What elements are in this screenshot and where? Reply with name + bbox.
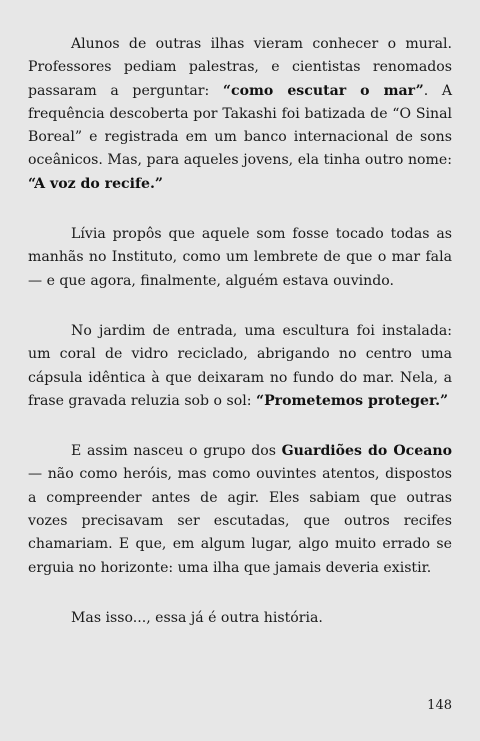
paragraph-4 (28, 440, 452, 580)
paragraph-4-text-1: E assim nasceu o grupo dos (71, 443, 282, 460)
paragraph-2 (28, 223, 452, 293)
paragraph-4-text-2: — não como heróis, mas como ouvintes atentos, dispostos a compreender antes de agir. Eles sabiam que outras vozes precisavam ser escutadas, que outros recifes chamariam. E que, em algum lugar, algo muito errado se erguia no horizonte: uma ilha que jamais deveria existir. (28, 466, 452, 576)
paragraph-3-bold-1: “Prometemos proteger.” (255, 392, 449, 409)
paragraph-1-text-1: Alunos de outras ilhas vieram conhecer o mural. Professores pediam palestras, e cientistas renomados passaram a perguntar: (28, 36, 452, 99)
paragraph-1-text-2: . A frequência descoberta por Takashi foi batizada de “O Sinal Boreal” e registrada em um banco internacional de sons oceânicos. Mas, para aqueles jovens, ela tinha outro nome: (28, 82, 452, 169)
paragraph-1-bold-1: “como escutar o mar” (222, 82, 424, 99)
paragraph-4-bold-1: Guardiões do Oceano (281, 443, 453, 460)
paragraph-3-text-1: No jardim de entrada, uma escultura foi instalada: um coral de vidro reciclado, abrigando no centro uma cápsula idêntica à que deixaram no fundo do mar. Nela, a frase gravada reluzia sob o sol: (28, 322, 452, 409)
paragraph-1-bold-2: “A voz do recife.” (28, 175, 164, 192)
paragraph-1 (28, 33, 452, 196)
paragraph-5 (28, 607, 452, 630)
page-number: 148 (427, 698, 452, 713)
paragraph-3 (28, 320, 452, 413)
paragraph-5-text-1: Mas isso..., essa já é outra história. (71, 609, 323, 626)
paragraph-2-text-1: Lívia propôs que aquele som fosse tocado todas as manhãs no Instituto, como um lembrete de que o mar fala — e que agora, finalmente, alguém estava ouvindo. (28, 226, 452, 289)
